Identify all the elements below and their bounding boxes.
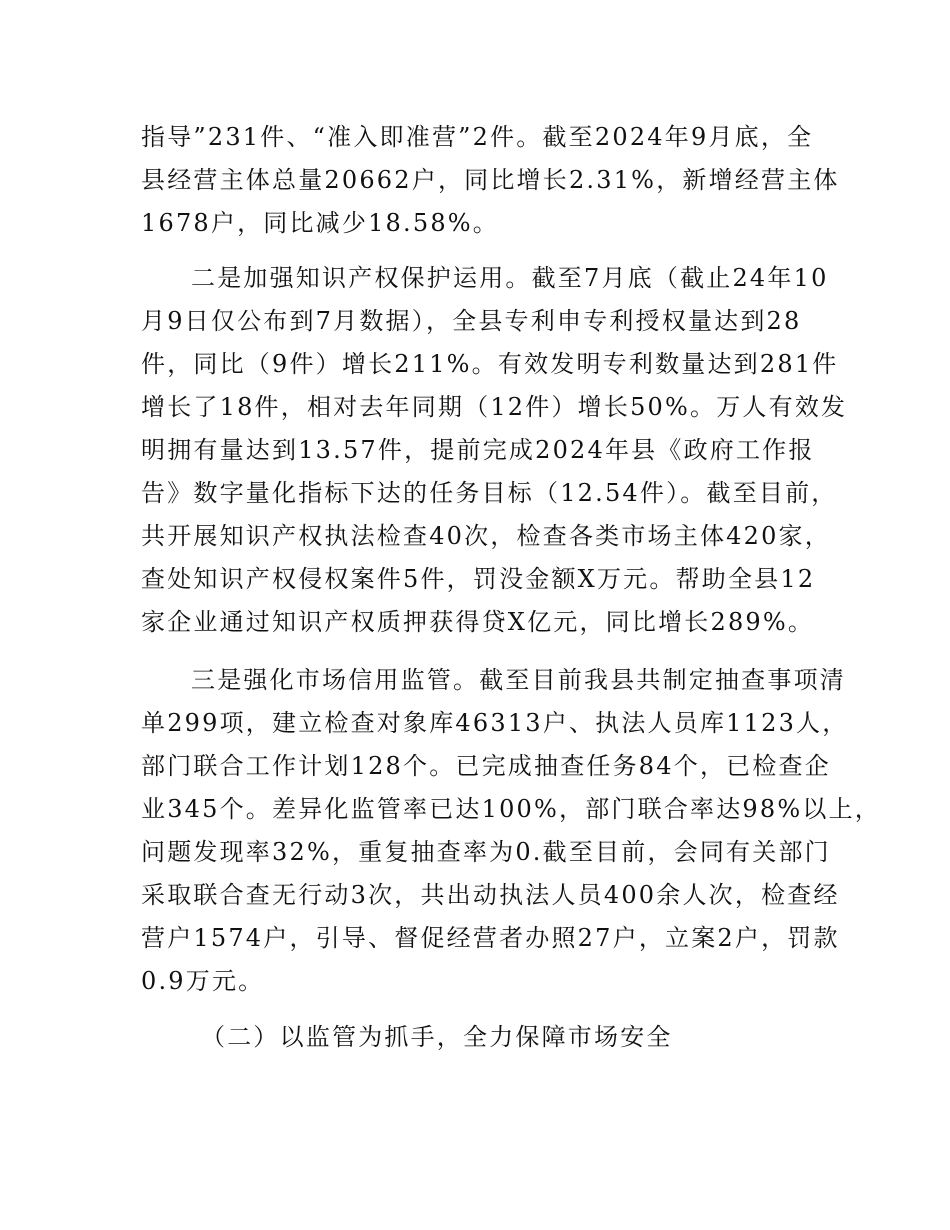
text-line: 明拥有量达到13.57件，提前完成2024年县《政府工作报 [141,436,815,464]
text-line: 业345个。差异化监管率已达100%，部门联合率达98%以上， [141,795,881,823]
text-line: 查处知识产权侵权案件5件，罚没金额X万元。帮助全县12 [141,565,816,593]
text-line: 部门联合工作计划128个。已完成抽查任务84个，已检查企 [141,752,831,780]
text-line: 采取联合查无行动3次，共出动执法人员400余人次，检查经 [141,881,840,909]
text-line: 营户1574户，引导、督促经营者办照27户，立案2户，罚款 [141,924,840,952]
text-line: 月9日仅公布到7月数据），全县专利申专利授权量达到28 [141,307,802,335]
paragraph-credit-supervision [141,659,881,1003]
text-line: 三是强化市场信用监管。截至目前我县共制定抽查事项清 [191,666,846,694]
text-line: 1678户，同比减少18.58%。 [141,209,499,237]
text-line: 单299项，建立检查对象库46313户、执法人员库1123人， [141,709,849,737]
text-line: 增长了18件，相对去年同期（12件）增长50%。万人有效发 [141,393,848,421]
text-line: 指导”231件、“准入即准营”2件。截至2024年9月底，全 [141,123,814,151]
paragraph-registration-stats [141,116,840,245]
text-line: 共开展知识产权执法检查40次，检查各类市场主体420家， [141,522,831,550]
text-line: 问题发现率32%，重复抽查率为0.截至目前，会同有关部门 [141,838,831,866]
section-heading-text: （二）以监管为抓手，全力保障市场安全 [201,1023,673,1051]
text-line: 件，同比（9件）增长211%。有效发明专利数量达到281件 [141,350,839,378]
text-line: 二是加强知识产权保护运用。截至7月底（截止24年10 [191,264,829,292]
paragraph-ip-protection [141,257,848,644]
text-line: 告》数字量化指标下达的任务目标（12.54件）。截至目前， [141,479,838,507]
text-line: 县经营主体总量20662户，同比增长2.31%，新增经营主体 [141,166,840,194]
section-heading [141,1016,821,1059]
text-line: 0.9万元。 [141,967,265,995]
text-line: 家企业通过知识产权质押获得贷X亿元，同比增长289%。 [141,608,815,636]
